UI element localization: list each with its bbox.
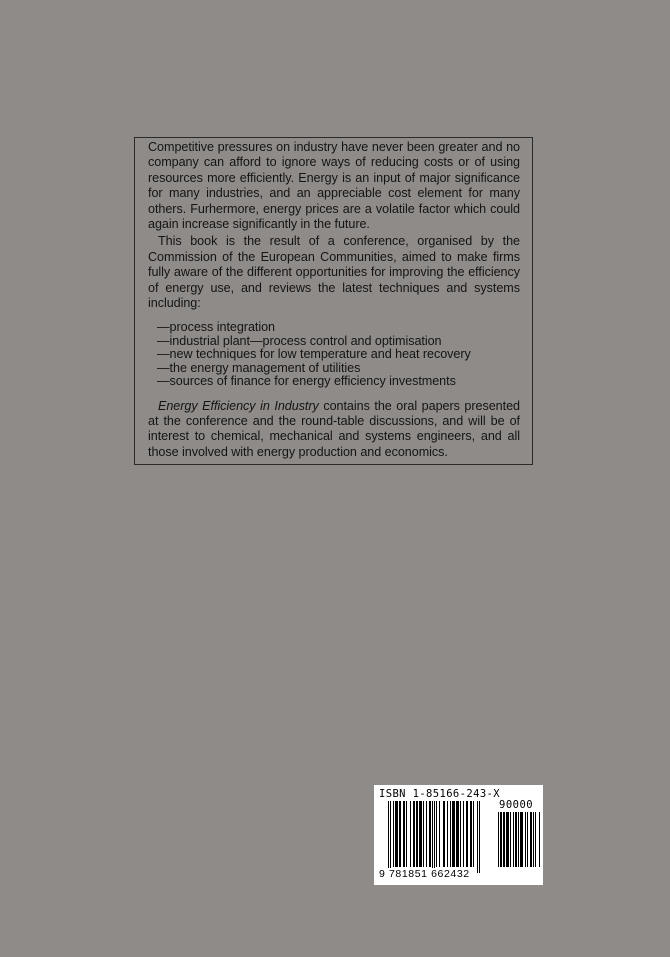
barcode-bar	[429, 801, 431, 867]
barcode-bar	[452, 801, 455, 867]
barcode-bar	[443, 801, 445, 867]
ean-barcode-bars	[388, 801, 494, 873]
blurb-paragraph-conference: This book is the result of a conference, organised by the Commission of the European Communities, aimed to make firms fully aware of the different opportunities for improving the efficiency of energy use, and reviews the latest techniques and systems including:	[148, 234, 520, 311]
barcode-bar	[503, 812, 505, 867]
barcode-bar	[477, 801, 478, 873]
blurb-box	[134, 137, 533, 465]
barcode-bar	[410, 801, 411, 867]
barcode-bar	[500, 812, 502, 867]
barcode-bar	[450, 801, 451, 867]
barcode-bar	[456, 801, 459, 867]
barcode-bar	[447, 801, 448, 867]
barcode-bar	[473, 801, 474, 867]
barcode-bar	[463, 801, 464, 867]
barcode-bar	[403, 801, 405, 867]
barcode-bar	[520, 812, 523, 867]
ean-digits: 9 781851 662432	[379, 868, 470, 880]
barcode-bar	[439, 801, 440, 867]
barcode-bar	[535, 812, 536, 867]
barcode-bar	[460, 801, 461, 867]
barcode-bar	[399, 801, 401, 867]
topics-list	[148, 321, 520, 388]
barcode-bar	[390, 801, 391, 873]
barcode-bar	[423, 801, 424, 867]
barcode-bar	[506, 812, 509, 867]
topic-item: —industrial plant—process control and optimisation	[157, 333, 442, 348]
barcode-bar	[539, 812, 540, 867]
barcode-bar	[515, 812, 517, 867]
barcode-bar	[527, 812, 528, 867]
book-title-italic: Energy Efficiency in Industry	[158, 398, 319, 413]
barcode-bar	[518, 812, 519, 867]
barcode-bar	[510, 812, 511, 867]
barcode-bar	[513, 812, 514, 867]
barcode-bar	[479, 801, 480, 873]
barcode-bar	[395, 801, 398, 867]
barcode-bar	[416, 801, 418, 867]
barcode-bar	[525, 812, 526, 867]
topic-item: —process integration	[157, 320, 276, 335]
barcode-bar	[498, 812, 499, 867]
barcode-bar	[406, 801, 407, 867]
topic-item: —sources of finance for energy efficiency investments	[157, 374, 456, 389]
barcode-bar	[393, 801, 394, 867]
barcode-bar	[388, 801, 389, 873]
barcode-bar	[426, 801, 427, 867]
barcode-area	[374, 785, 543, 885]
barcode-bar	[470, 801, 472, 867]
blurb-paragraph-audience	[148, 399, 520, 461]
barcode-bar	[436, 801, 437, 867]
addon-barcode-bars	[498, 812, 540, 873]
barcode-bar	[533, 812, 534, 867]
topic-item: —new techniques for low temperature and heat recovery	[157, 347, 471, 362]
barcode-bar	[530, 812, 532, 867]
topic-item: —the energy management of utilities	[157, 360, 361, 375]
barcode-bar	[434, 801, 435, 873]
barcode-bar	[419, 801, 422, 867]
blurb-paragraph-audience-text: contains the oral papers presented at the conference and the round-table discussions, and will be of interest to chemical, mechanical and systems engineers, and all those involved with energy production and economics.	[148, 398, 520, 459]
price-code: 90000	[499, 799, 534, 811]
blurb-paragraph-intro: Competitive pressures on industry have never been greater and no company can afford to ignore ways of reducing costs or of using resources more efficiently. Energy is an input of major significance for many industries, and an appreciable cost element for many others. Furhermore, energy prices are a volatile factor which could again increase significantly in the future.	[148, 140, 520, 232]
barcode-bar	[413, 801, 415, 867]
barcode-bar	[432, 801, 433, 873]
barcode-bar	[466, 801, 468, 867]
isbn-label: ISBN 1-85166-243-X	[379, 788, 500, 800]
